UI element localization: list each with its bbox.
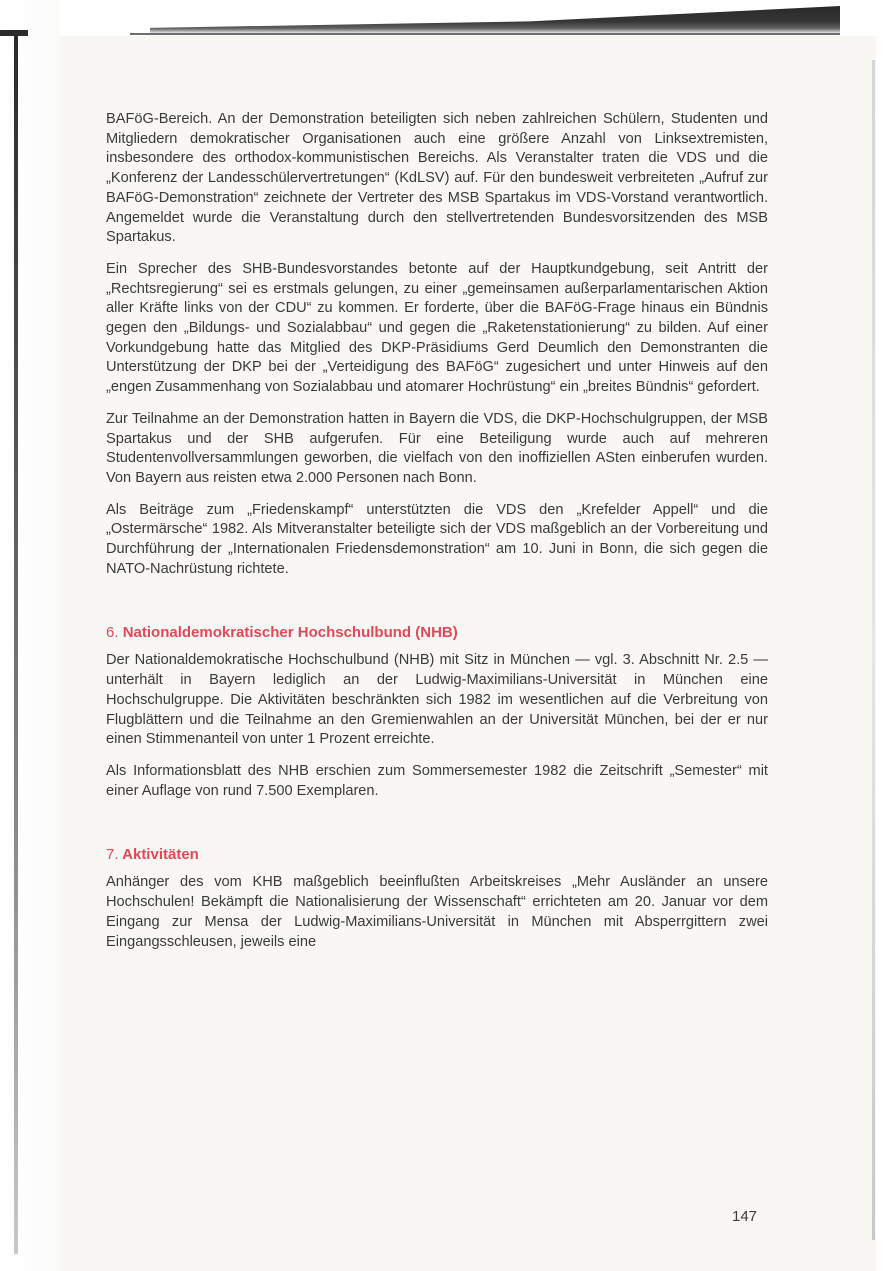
- section-title: Aktivitäten: [122, 846, 199, 864]
- section-heading-aktivitaeten: [106, 845, 768, 865]
- page-body: [106, 110, 768, 964]
- scan-left-margin: [0, 0, 60, 1271]
- paragraph: Anhänger des vom KHB maßgeblich beeinflußten Arbeitskreises „Mehr Ausländer an unsere Hochschulen! Bekämpft die Nationalisierung der Wissenschaft“ errichteten am 20. Januar vor dem Eingang zur Mensa der Ludwig-Maximilians-Universität in München mit Absperrgittern zwei Eingangsschleusen, jeweils eine: [106, 874, 768, 950]
- section-number: 6.: [106, 624, 119, 642]
- scan-left-edge-line: [14, 34, 18, 1254]
- scan-right-edge-line: [872, 60, 875, 1240]
- paragraph: Ein Sprecher des SHB-Bundesvorstandes betonte auf der Hauptkundgebung, seit Antritt der „Rechtsregierung“ sei es erstmals gelungen, zu einer „gemeinsamen außerparlamentarischen Aktion aller Kräfte links von der CDU“ zu kommen. Er forderte, über die BAFöG-Frage hinaus ein Bündnis gegen den „Bildungs- und Sozialabbau“ und gegen die „Raketenstationierung“ zu bilden. Auf einer Vorkundgebung hatte das Mitglied des DKP-Präsidiums Gerd Deumlich den Demonstranten die Unterstützung der DKP bei der „Verteidigung des BAFöG“ zugesichert und unter Hinweis auf den „engen Zusammenhang von Sozialabbau und atomarer Hochrüstung“ ein „breites Bündnis“ gefordert.: [106, 260, 768, 396]
- paragraph: Als Informationsblatt des NHB erschien zum Sommersemester 1982 die Zeitschrift „Semester“ mit einer Auflage von rund 7.500 Exemplaren.: [106, 762, 768, 799]
- scan-right-margin: [876, 0, 889, 1271]
- section-title: Nationaldemokratischer Hochschulbund (NHB): [122, 624, 458, 642]
- page-number: 147: [732, 1208, 758, 1225]
- paragraph: Der Nationaldemokratische Hochschulbund (NHB) mit Sitz in München — vgl. 3. Abschnitt Nr. 2.5 — unterhält in Bayern lediglich an der Ludwig-Maximilians-Universität in München eine Hochschulgruppe. Die Aktivitäten beschränkten sich 1982 im wesentlichen auf die Verbreitung von Flugblättern und die Teilnahme an den Gremienwahlen an der Universität München, bei der er nur einen Stimmenanteil von unter 1 Prozent erreichte.: [106, 652, 768, 748]
- scan-top-edge-line: [130, 33, 840, 35]
- paragraph: Als Beiträge zum „Friedenskampf“ unterstützten die VDS den „Krefelder Appell“ und die „Ostermärsche“ 1982. Als Mitveranstalter beteiligte sich der VDS maßgeblich an der Vorbereitung und Durchführung der „Internationalen Friedensdemonstration“ am 10. Juni in Bonn, die sich gegen die NATO-Nachrüstung richtete.: [106, 501, 768, 577]
- section-heading-nhb: [106, 623, 768, 643]
- section-number: 7.: [106, 846, 119, 864]
- paragraph: BAFöG-Bereich. An der Demonstration beteiligten sich neben zahlreichen Schülern, Studenten und Mitgliedern demokratischer Organisationen auch eine größere Anzahl von Linksextremisten, insbesondere des orthodox-kommunistischen Bereichs. Als Veranstalter traten die VDS und die „Konferenz der Landesschülervertretungen“ (KdLSV) auf. Für den bundesweit verbreiteten „Aufruf zur BAFöG-Demonstration“ zeichnete der Vertreter des MSB Spartakus im VDS-Vorstand verantwortlich. Angemeldet wurde die Veranstaltung durch den stellvertretenden Bundesvorsitzenden des MSB Spartakus.: [106, 111, 768, 246]
- paragraph: Zur Teilnahme an der Demonstration hatten in Bayern die VDS, die DKP-Hochschulgruppen, der MSB Spartakus und der SHB aufgerufen. Für eine Beteiligung wurde auch auf mehreren Studentenvollversammlungen geworben, die vielfach von den inoffiziellen ASten einberufen wurden. Von Bayern aus reisten etwa 2.000 Personen nach Bonn.: [106, 410, 768, 486]
